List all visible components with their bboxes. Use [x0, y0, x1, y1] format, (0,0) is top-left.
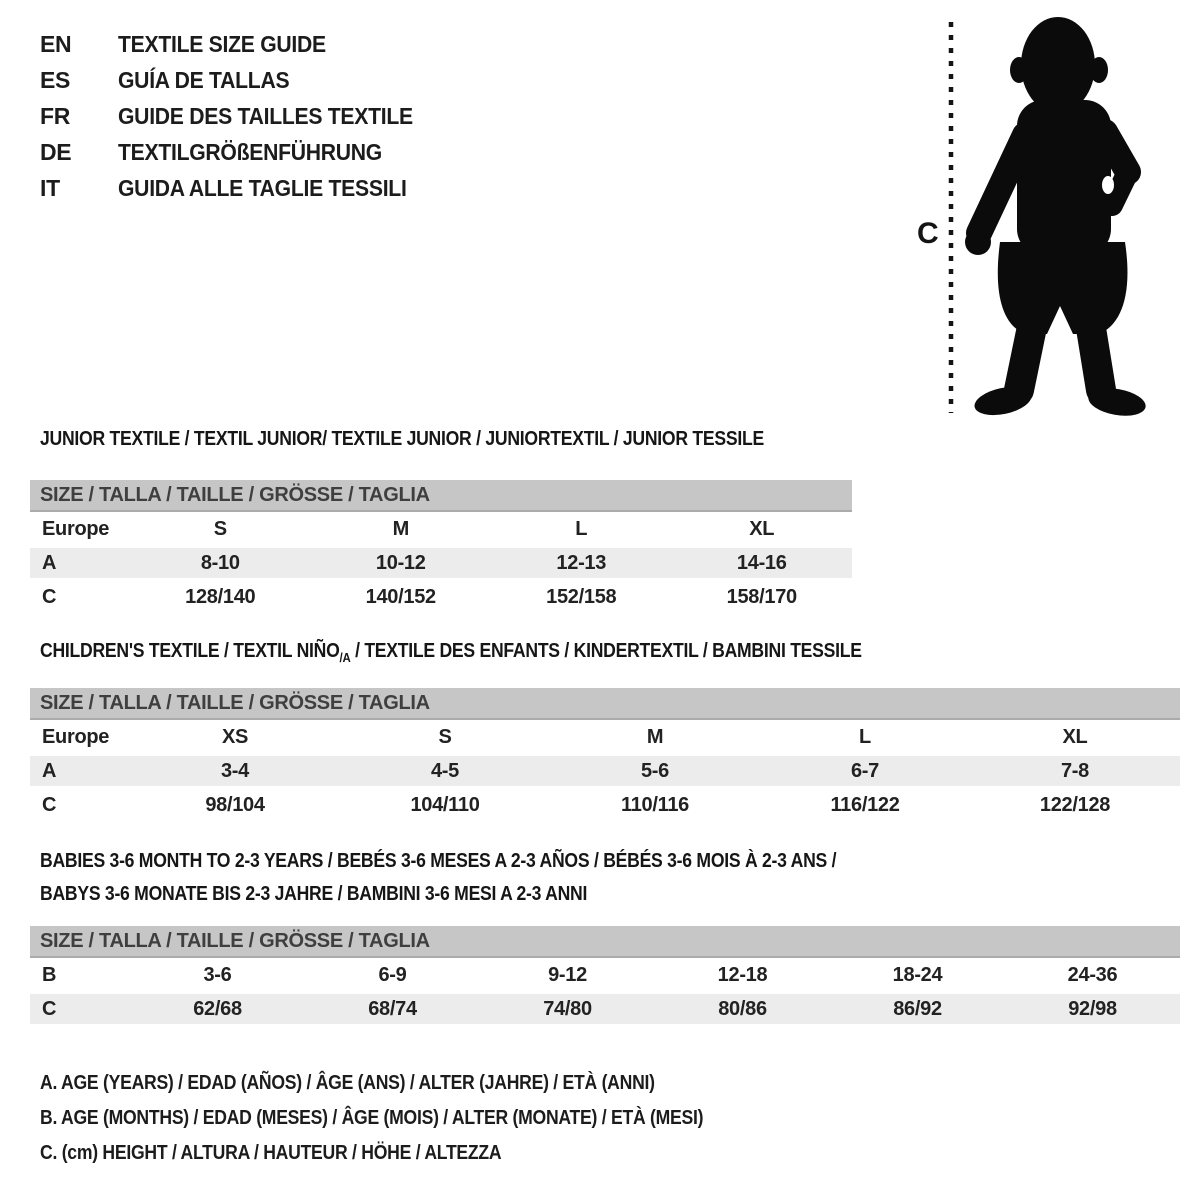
row-label: Europe	[42, 726, 110, 748]
table-cell: 9-12	[548, 964, 587, 986]
table-cell: 3-6	[203, 964, 232, 986]
table-cell: L	[859, 726, 871, 748]
table-cell: 6-7	[850, 760, 879, 782]
table-cell: XL	[749, 518, 775, 540]
table-row	[30, 580, 852, 614]
footnote-c: C. (cm) HEIGHT / ALTURA / HAUTEUR / HÖHE / ALTEZZA	[40, 1142, 502, 1164]
table-cell: M	[646, 726, 664, 748]
row-label: B	[42, 964, 57, 986]
table-cell: 140/152	[365, 586, 436, 608]
row-label: A	[42, 552, 57, 574]
footnote-b: B. AGE (MONTHS) / EDAD (MESES) / ÂGE (MOIS) / ALTER (MONATE) / ETÀ (MESI)	[40, 1107, 704, 1129]
table-cell: 24-36	[1067, 964, 1118, 986]
language-title: GUÍA DE TALLAS	[118, 66, 290, 93]
table-cell: 14-16	[736, 552, 787, 574]
table-cell: 12-18	[717, 964, 768, 986]
section-title-babies-line1: BABIES 3-6 MONTH TO 2-3 YEARS / BEBÉS 3-6 MESES A 2-3 AÑOS / BÉBÉS 3-6 MOIS À 2-3 ANS /	[40, 850, 837, 872]
toddler-silhouette-shape	[965, 17, 1148, 420]
row-label: A	[42, 760, 57, 782]
children-size-table	[30, 688, 1180, 822]
size-header-bar: SIZE / TALLA / TAILLE / GRÖSSE / TAGLIA	[30, 688, 1180, 720]
language-row	[40, 134, 439, 170]
language-header	[40, 26, 439, 206]
table-row	[30, 546, 852, 580]
height-label: C	[917, 217, 939, 250]
section-title-children-pre: CHILDREN'S TEXTILE / TEXTIL NIÑO	[40, 640, 340, 662]
language-title: GUIDE DES TAILLES TEXTILE	[118, 102, 413, 129]
language-title: TEXTILGRÖßENFÜHRUNG	[118, 138, 382, 165]
language-code: EN	[40, 30, 72, 57]
row-label: C	[42, 794, 57, 816]
row-label: C	[42, 998, 57, 1020]
language-row	[40, 26, 439, 62]
table-row	[30, 788, 1180, 822]
table-cell: 104/110	[410, 794, 480, 816]
section-title-children	[40, 640, 862, 665]
table-cell: S	[438, 726, 452, 748]
table-cell: 62/68	[193, 998, 242, 1020]
height-measure-figure	[905, 0, 1165, 430]
table-cell: M	[392, 518, 409, 540]
footnotes	[40, 1066, 703, 1171]
toddler-silhouette-icon	[905, 0, 1165, 430]
table-cell: 3-4	[220, 760, 249, 782]
language-row	[40, 62, 439, 98]
language-code: FR	[40, 102, 71, 129]
table-cell: 4-5	[430, 760, 459, 782]
table-cell: XS	[221, 726, 249, 748]
size-header-bar: SIZE / TALLA / TAILLE / GRÖSSE / TAGLIA	[30, 926, 1180, 958]
section-title-babies	[40, 845, 836, 911]
babies-size-table	[30, 926, 1180, 1026]
language-code: ES	[40, 66, 71, 93]
section-title-babies-line2: BABYS 3-6 MONATE BIS 2-3 JAHRE / BAMBINI 3-6 MESI A 2-3 ANNI	[40, 883, 588, 905]
table-row	[30, 992, 1180, 1026]
table-cell: XL	[1062, 726, 1088, 748]
table-cell: 98/104	[205, 794, 265, 816]
table-row	[30, 720, 1180, 754]
table-cell: 18-24	[892, 964, 943, 986]
table-cell: 152/158	[546, 586, 617, 608]
table-cell: 86/92	[893, 998, 942, 1020]
section-title-junior: JUNIOR TEXTILE / TEXTIL JUNIOR/ TEXTILE JUNIOR / JUNIORTEXTIL / JUNIOR TESSILE	[40, 428, 764, 450]
table-row	[30, 958, 1180, 992]
table-cell: 10-12	[375, 552, 426, 574]
section-title-children-post: / TEXTILE DES ENFANTS / KINDERTEXTIL / BAMBINI TESSILE	[350, 640, 862, 662]
language-row	[40, 98, 439, 134]
table-cell: S	[213, 518, 227, 540]
size-header-bar: SIZE / TALLA / TAILLE / GRÖSSE / TAGLIA	[30, 480, 852, 512]
table-cell: 7-8	[1060, 760, 1089, 782]
table-cell: 6-9	[378, 964, 407, 986]
table-cell: 8-10	[200, 552, 240, 574]
language-row	[40, 170, 439, 206]
table-cell: 68/74	[368, 998, 417, 1020]
language-code: DE	[40, 138, 72, 165]
language-title: TEXTILE SIZE GUIDE	[118, 30, 326, 57]
table-cell: 116/122	[830, 794, 900, 816]
table-cell: 92/98	[1068, 998, 1117, 1020]
language-title: GUIDA ALLE TAGLIE TESSILI	[118, 174, 407, 201]
table-cell: 5-6	[640, 760, 669, 782]
table-cell: 128/140	[185, 586, 256, 608]
row-label: Europe	[42, 518, 110, 540]
section-title-children-sub: /A	[339, 650, 351, 665]
table-cell: 74/80	[543, 998, 592, 1020]
junior-size-table	[30, 480, 852, 614]
table-row	[30, 754, 1180, 788]
table-row	[30, 512, 852, 546]
table-cell: 122/128	[1039, 794, 1111, 816]
footnote-a: A. AGE (YEARS) / EDAD (AÑOS) / ÂGE (ANS) / ALTER (JAHRE) / ETÀ (ANNI)	[40, 1072, 655, 1094]
table-cell: 158/170	[726, 586, 797, 608]
table-cell: 110/116	[621, 794, 689, 816]
table-cell: 80/86	[718, 998, 767, 1020]
language-code: IT	[40, 174, 60, 201]
table-cell: L	[575, 518, 588, 540]
table-cell: 12-13	[556, 552, 607, 574]
row-label: C	[42, 586, 57, 608]
